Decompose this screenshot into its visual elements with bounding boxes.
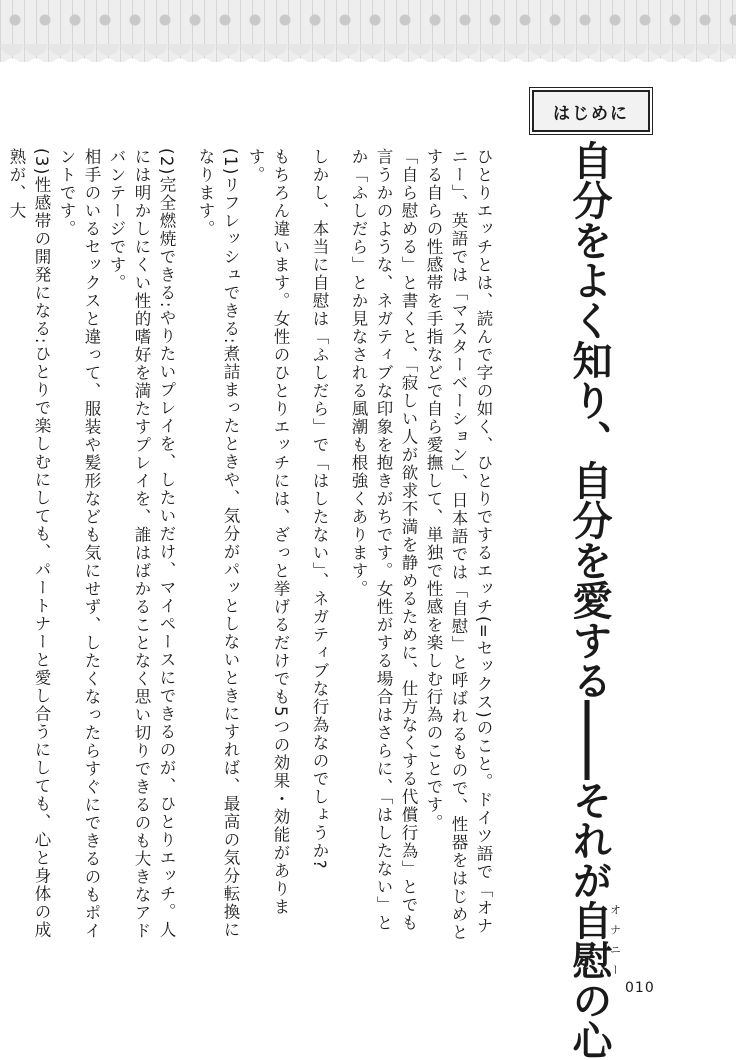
- chapter-heading: [562, 140, 622, 1060]
- paragraph: もちろん違います。女性のひとりエッチには、ざっと挙げるだけでも5つの効果・効能があります。: [246, 148, 290, 916]
- paragraph: (2)完全燃焼できる:やりたいプレイを、したいだけ、マイペースにできるのが、ひとりエッチ。人には明かしにくい性的嗜好を満たすプレイを、誰はばかることなく思い切りできるのも大きなアドバンテージです。: [107, 148, 176, 940]
- paragraph: 「自ら慰める」と書くと、「寂しい人が欲求不満を静めるために、仕方なくする代償行為」とでも言うかのような、ネガティブな印象を抱きがちです。女性がする場合はさらに、「はしたない」とか「ふしだら」とか見なされる風潮も根強くあります。: [349, 148, 418, 932]
- paragraph: ひとりエッチとは、読んで字の如く、ひとりでするエッチ(=セックス)のこと。ドイツ語で「オナニー」、英語では「マスターベーション」、日本語では「自慰」と呼ばれるもので、性器をはじめとする自らの性感帯を手指などで自ら愛撫して、単独で性感を楽しむ行為のことです。: [424, 148, 493, 942]
- section-label: [532, 90, 650, 132]
- heading-ruby-base: 自慰: [566, 900, 612, 980]
- heading-text-after: の心: [566, 980, 612, 1060]
- section-label-text: はじめに: [553, 103, 629, 124]
- page-number: 010: [625, 980, 655, 996]
- paragraph: (3)性感帯の開発になる:ひとりで楽しむにしても、パートナーと愛し合うにしても、心と身体の成熟が、大: [7, 148, 51, 939]
- body-text: [4, 148, 496, 948]
- lace-pattern-icon: [0, 10, 736, 30]
- heading-text-before: 自分をよく知り、自分を愛する――それが: [566, 140, 612, 900]
- paragraph: 相手のいるセックスと違って、服装や髪形なども気にせず、したくなったらすぐにできるのもポイントです。: [57, 148, 101, 940]
- paragraph: (1)リフレッシュできる:煮詰まったときや、気分がパッとしないときにすれば、最高の気分転換になります。: [196, 148, 240, 939]
- lace-border-decoration: [0, 0, 736, 62]
- paragraph: しかし、本当に自慰は「ふしだら」で「はしたない」、ネガティブな行為なのでしょうか?: [310, 148, 329, 871]
- heading-ruby: [566, 900, 622, 980]
- heading-ruby-reading: オナニー: [608, 900, 622, 980]
